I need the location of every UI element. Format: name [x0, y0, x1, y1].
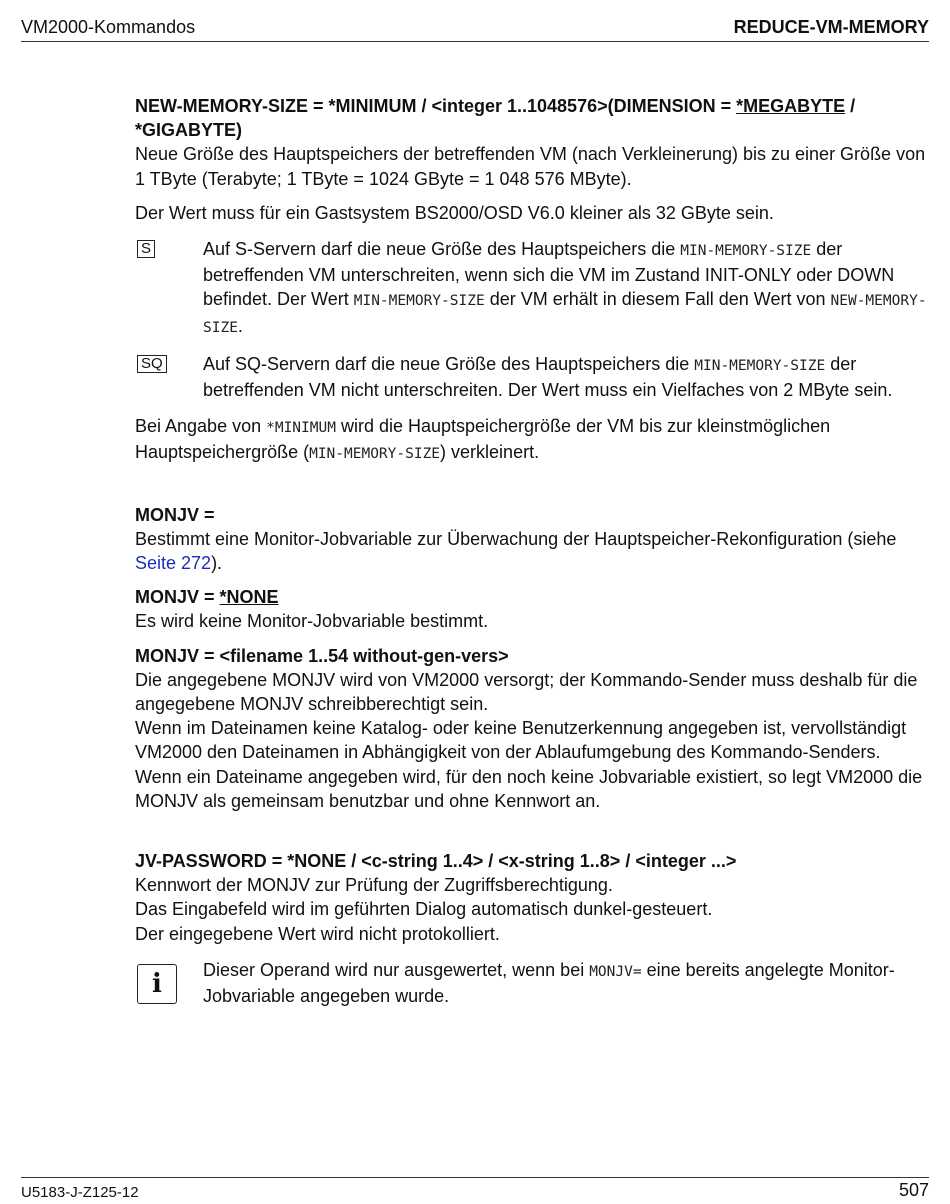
s-server-text: Auf S-Servern darf die neue Größe des Hauptspeichers die MIN-MEMORY-SIZE der betreffenden VM unterschreiten, wenn sich die VM im Zustand INIT-ONLY oder DOWN befindet. Der Wert MIN-MEMORY-SIZE der VM erhält in diesem Fall den Wert von NEW-MEMORY-SIZE.	[203, 239, 927, 336]
info-note-text: Dieser Operand wird nur ausgewertet, wenn bei MONJV= eine bereits angelegte Monitor-Jobvariable angegeben wurde.	[203, 959, 895, 1007]
monjv-description: Bestimmt eine Monitor-Jobvariable zur Überwachung der Hauptspeicher-Rekonfiguration (siehe Seite 272).	[135, 528, 897, 574]
new-memory-size-heading: NEW-MEMORY-SIZE = *MINIMUM / <integer 1..1048576>(DIMENSION = *MEGABYTE / *GIGABYTE)	[135, 96, 856, 141]
monjv-filename-heading: MONJV = <filename 1..54 without-gen-vers>	[135, 645, 509, 666]
header-chapter: VM2000-Kommandos	[21, 17, 196, 37]
sq-server-note	[135, 352, 929, 402]
header-command: REDUCE-VM-MEMORY	[733, 17, 929, 37]
monjv-none-description: Es wird keine Monitor-Jobvariable bestimmt.	[135, 611, 489, 632]
bs2000-note: Der Wert muss für ein Gastsystem BS2000/OSD V6.0 kleiner als 32 GByte sein.	[135, 202, 774, 223]
page-header	[21, 14, 929, 42]
document-id: U5183-J-Z125-12	[21, 1184, 139, 1201]
monjv-none-heading: MONJV = *NONE	[135, 587, 279, 608]
default-value-none: *NONE	[219, 587, 279, 608]
page-number: 507	[898, 1180, 929, 1200]
monjv-filename-description-1: Die angegebene MONJV wird von VM2000 versorgt; der Kommando-Sender muss deshalb für die angegebene MONJV schreibberechtigt sein.	[135, 669, 918, 715]
monjv-filename-description-3: Wenn ein Dateiname angegeben wird, für den noch keine Jobvariable existiert, so legt VM2000 die MONJV als gemeinsam benutzbar und ohne Kennwort an.	[135, 766, 923, 811]
minimum-description: Bei Angabe von *MINIMUM wird die Hauptspeichergröße der VM bis zur kleinstmöglichen Hauptspeichergröße (MIN-MEMORY-SIZE) verkleinert.	[135, 416, 831, 463]
s-server-tag: S	[137, 240, 155, 258]
info-note	[135, 958, 929, 1008]
monjv-filename-description-2: Wenn im Dateinamen keine Katalog- oder keine Benutzerkennung angegeben ist, vervollständigt VM2000 den Dateinamen in Abhängigkeit von der Ablaufumgebung des Kommando-Senders.	[135, 718, 907, 763]
s-server-note	[135, 237, 929, 340]
info-icon: i	[137, 964, 177, 1004]
new-memory-size-description: Neue Größe des Hauptspeichers der betreffenden VM (nach Verkleinerung) bis zu einer Größe von 1 TByte (Terabyte; 1 TByte = 1024 GByte = 1 048 576 MByte).	[135, 144, 926, 189]
jv-password-description-3: Der eingegebene Wert wird nicht protokolliert.	[135, 923, 500, 944]
jv-password-heading: JV-PASSWORD = *NONE / <c-string 1..4> / <x-string 1..8> / <integer ...>	[135, 851, 737, 872]
jv-password-description-1: Kennwort der MONJV zur Prüfung der Zugriffsberechtigung.	[135, 875, 613, 896]
page-reference-link[interactable]: Seite 272	[135, 553, 212, 574]
sq-server-tag: SQ	[137, 355, 167, 373]
default-value-megabyte: *MEGABYTE	[736, 96, 846, 116]
monjv-heading: MONJV =	[135, 504, 215, 525]
page-content	[135, 94, 929, 1008]
sq-server-text: Auf SQ-Servern darf die neue Größe des Hauptspeichers die MIN-MEMORY-SIZE der betreffenden VM nicht unterschreiten. Der Wert muss ein Vielfaches von 2 MByte sein.	[203, 353, 893, 401]
page-footer	[21, 1177, 929, 1201]
jv-password-description-2: Das Eingabefeld wird im geführten Dialog automatisch dunkel-gesteuert.	[135, 899, 713, 920]
